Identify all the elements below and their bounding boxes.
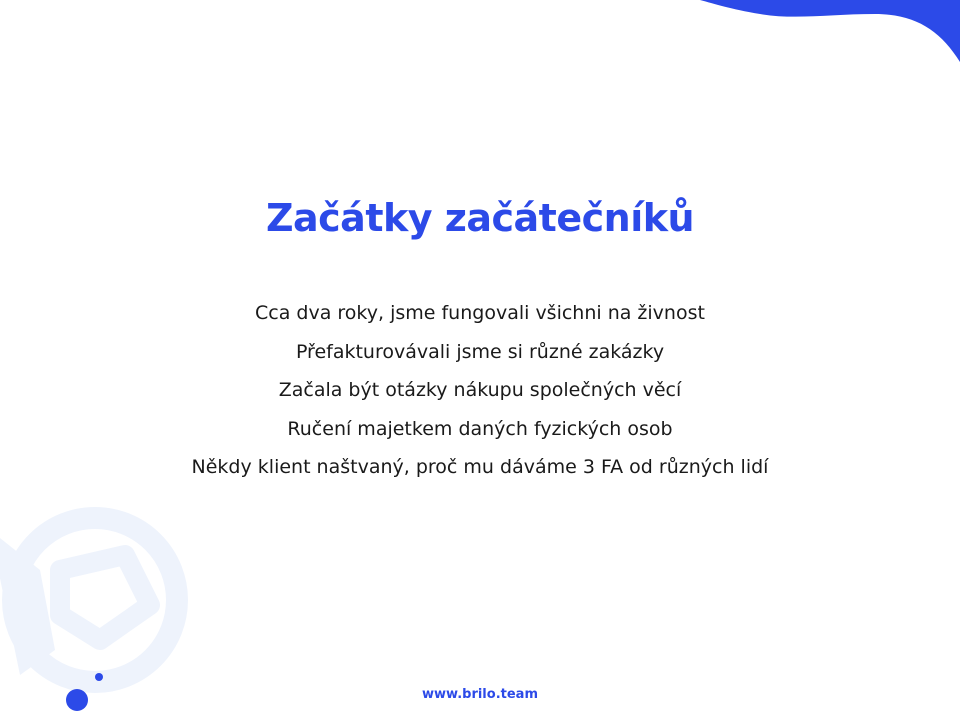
logo-dot-small [95,673,103,681]
bullet-item: Někdy klient naštvaný, proč mu dáváme 3 FA od různých lidí [191,456,769,478]
bullet-item: Cca dva roky, jsme fungovali všichni na živnost [255,302,705,324]
bullet-item: Přefakturovávali jsme si různé zakázky [295,340,665,363]
corner-wave-decoration [700,0,960,70]
bullet-item: Ručení majetkem daných fyzických osob [287,417,673,440]
footer-website-link[interactable]: www.brilo.team [422,687,538,702]
bullet-item: Začala být otázky nákupu společných věcí [278,379,682,401]
bullet-list [0,296,960,489]
slide-title: Začátky začátečníků [265,196,695,240]
